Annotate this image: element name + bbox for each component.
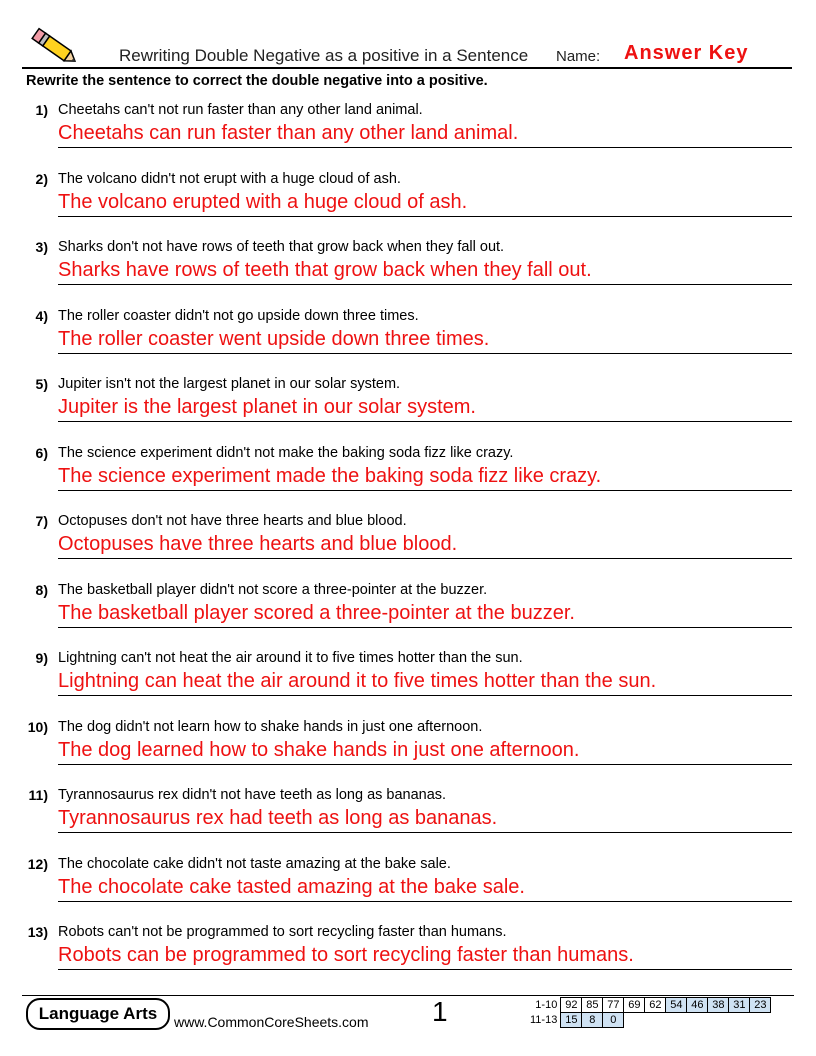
answer-line (58, 832, 792, 833)
question-number: 2) (35, 170, 48, 187)
answer-text[interactable]: Cheetahs can run faster than any other land animal. (58, 122, 519, 144)
answer-text[interactable]: The roller coaster went upside down three times. (58, 327, 490, 350)
score-row (528, 998, 771, 1013)
question-number: 13) (27, 924, 48, 940)
score-cell: 69 (624, 998, 645, 1013)
question-item (22, 237, 794, 306)
question-item (22, 443, 794, 512)
question-text: Octopuses don't not have three hearts and blue blood. (58, 513, 407, 529)
question-item (22, 717, 794, 786)
question-number: 9) (35, 650, 48, 666)
score-row (528, 1013, 771, 1028)
question-text: The dog didn't not learn how to shake hands in just one afternoon. (58, 718, 483, 735)
answer-line (58, 216, 792, 217)
question-text: The volcano didn't not erupt with a huge cloud of ash. (58, 170, 401, 187)
question-item (22, 785, 794, 854)
score-cell: 8 (582, 1013, 603, 1028)
question-number: 8) (35, 581, 48, 598)
question-list (22, 100, 794, 991)
page-header (22, 22, 794, 70)
answer-text[interactable]: The science experiment made the baking soda fizz like crazy. (58, 464, 602, 487)
question-text: Sharks don't not have rows of teeth that grow back when they fall out. (58, 239, 505, 255)
question-number: 7) (35, 513, 48, 529)
question-number: 11) (28, 787, 48, 803)
answer-text[interactable]: The chocolate cake tasted amazing at the bake sale. (58, 875, 525, 898)
score-cell: 54 (666, 998, 687, 1013)
score-cell: 38 (708, 998, 729, 1013)
answer-line (58, 695, 792, 696)
score-cell: 85 (582, 998, 603, 1013)
answer-line (58, 901, 792, 902)
website-link[interactable]: www.CommonCoreSheets.com (174, 1014, 369, 1030)
score-range-label: 1-10 (535, 999, 558, 1011)
answer-text[interactable]: The basketball player scored a three-pointer at the buzzer. (58, 601, 575, 624)
question-number: 5) (35, 376, 48, 392)
page-number: 1 (432, 996, 448, 1027)
score-table (528, 997, 771, 1028)
question-item (22, 648, 794, 717)
question-number: 6) (35, 444, 48, 461)
score-cell: 77 (603, 998, 624, 1013)
page-title: Rewriting Double Negative as a positive in a Sentence (119, 46, 529, 65)
score-cell: 92 (561, 998, 582, 1013)
answer-text[interactable]: The volcano erupted with a huge cloud of ash. (58, 190, 468, 213)
question-item (22, 580, 794, 649)
answer-line (58, 969, 792, 970)
question-text: The basketball player didn't not score a three-pointer at the buzzer. (58, 581, 488, 598)
answer-text[interactable]: Robots can be programmed to sort recycling faster than humans. (58, 944, 634, 966)
footer-divider (22, 995, 794, 996)
answer-text[interactable]: Jupiter is the largest planet in our solar system. (58, 396, 476, 418)
score-cell: 15 (561, 1013, 582, 1028)
subject-badge: Language Arts (26, 998, 170, 1030)
header-divider (22, 67, 792, 69)
score-cell: 31 (729, 998, 750, 1013)
instructions: Rewrite the sentence to correct the double negative into a positive. (26, 73, 488, 89)
question-item (22, 169, 794, 238)
answer-text[interactable]: Sharks have rows of teeth that grow back when they fall out. (58, 259, 592, 281)
question-item (22, 922, 794, 991)
answer-line (58, 284, 792, 285)
question-item (22, 374, 794, 443)
question-item (22, 854, 794, 923)
question-text: The roller coaster didn't not go upside down three times. (58, 307, 419, 324)
pencil-icon (22, 22, 82, 68)
question-text: Lightning can't not heat the air around it to five times hotter than the sun. (58, 650, 523, 666)
answer-line (58, 558, 792, 559)
question-number: 12) (27, 855, 48, 872)
score-cell: 46 (687, 998, 708, 1013)
answer-line (58, 147, 792, 148)
score-range-label: 11-13 (530, 1014, 558, 1026)
score-cell: 23 (750, 998, 771, 1013)
score-cell: 0 (603, 1013, 624, 1028)
name-label: Name: (556, 48, 601, 65)
answer-text[interactable]: Tyrannosaurus rex had teeth as long as bananas. (58, 807, 498, 829)
answer-text[interactable]: Octopuses have three hearts and blue blood. (58, 533, 458, 555)
answer-line (58, 421, 792, 422)
question-number: 10) (27, 718, 48, 735)
question-number: 4) (35, 307, 48, 324)
question-number: 1) (35, 102, 48, 118)
question-text: Tyrannosaurus rex didn't not have teeth as long as bananas. (58, 787, 447, 803)
question-item (22, 511, 794, 580)
answer-line (58, 490, 792, 491)
answer-line (58, 764, 792, 765)
answer-line (58, 353, 792, 354)
question-item (22, 306, 794, 375)
question-text: The chocolate cake didn't not taste amazing at the bake sale. (58, 855, 451, 872)
question-text: Cheetahs can't not run faster than any other land animal. (58, 102, 423, 118)
answer-text[interactable]: The dog learned how to shake hands in just one afternoon. (58, 738, 580, 761)
question-text: Jupiter isn't not the largest planet in our solar system. (58, 376, 401, 392)
answer-key-label: Answer Key (624, 42, 749, 64)
question-text: The science experiment didn't not make the baking soda fizz like crazy. (58, 444, 514, 461)
score-cell: 62 (645, 998, 666, 1013)
question-text: Robots can't not be programmed to sort recycling faster than humans. (58, 924, 507, 940)
question-number: 3) (35, 239, 48, 255)
answer-text[interactable]: Lightning can heat the air around it to five times hotter than the sun. (58, 670, 657, 692)
question-item (22, 100, 794, 169)
answer-line (58, 627, 792, 628)
